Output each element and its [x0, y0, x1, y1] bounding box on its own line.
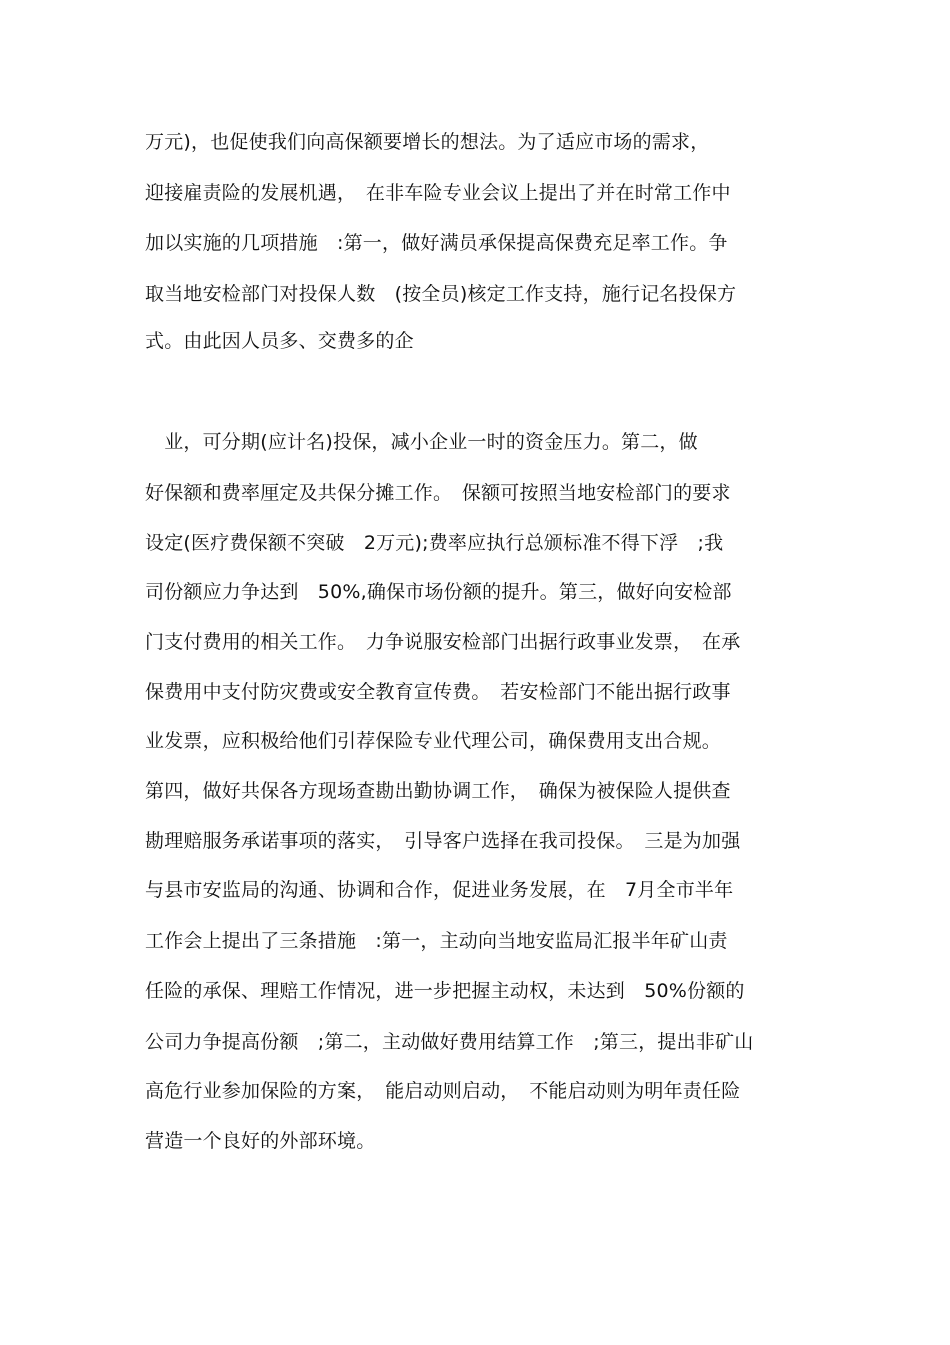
- text-line: 门支付费用的相关工作。 力争说服安检部门出据行政事业发票， 在承: [145, 631, 741, 653]
- text-line: 设定(医疗费保额不突破 2万元);费率应执行总颁标准不得下浮 ;我: [145, 532, 724, 554]
- text-line: 万元)，也促使我们向高保额要增长的想法。为了适应市场的需求，: [145, 131, 710, 153]
- text-line: 任险的承保、理赔工作情况，进一步把握主动权，未达到 50%份额的: [145, 980, 745, 1002]
- text-line: 好保额和费率厘定及共保分摊工作。 保额可按照当地安检部门的要求: [145, 482, 731, 504]
- text-line: 高危行业参加保险的方案， 能启动则启动， 不能启动则为明年责任险: [145, 1080, 741, 1102]
- text-line: 与县市安监局的沟通、协调和合作，促进业务发展，在 7月全市半年: [145, 879, 734, 901]
- text-line: 勘理赔服务承诺事项的落实， 引导客户选择在我司投保。 三是为加强: [145, 830, 741, 852]
- text-line: 工作会上提出了三条措施 :第一，主动向当地安监局汇报半年矿山责: [145, 930, 728, 952]
- text-line: 司份额应力争达到 50%,确保市场份额的提升。第三，做好向安检部: [145, 581, 732, 603]
- text-line: 公司力争提高份额 ;第二，主动做好费用结算工作 ;第三，提出非矿山: [145, 1031, 754, 1053]
- text-line: 业发票，应积极给他们引荐保险专业代理公司，确保费用支出合规。: [145, 730, 722, 752]
- text-line: 加以实施的几项措施 :第一，做好满员承保提高保费充足率工作。争: [145, 232, 728, 254]
- text-line: 迎接雇责险的发展机遇， 在非车险专业会议上提出了并在时常工作中: [145, 182, 731, 204]
- text-line: 营造一个良好的外部环境。: [145, 1130, 376, 1152]
- text-line: 保费用中支付防灾费或安全教育宣传费。 若安检部门不能出据行政事: [145, 681, 731, 703]
- text-line: 取当地安检部门对投保人数 (按全员)核定工作支持，施行记名投保方: [145, 283, 737, 305]
- text-line: 式。由此因人员多、交费多的企: [145, 330, 414, 352]
- text-line: 第四，做好共保各方现场查勘出勤协调工作， 确保为被保险人提供查: [145, 780, 731, 802]
- text-line: 业，可分期(应计名)投保，减小企业一时的资金压力。第二，做: [145, 431, 698, 453]
